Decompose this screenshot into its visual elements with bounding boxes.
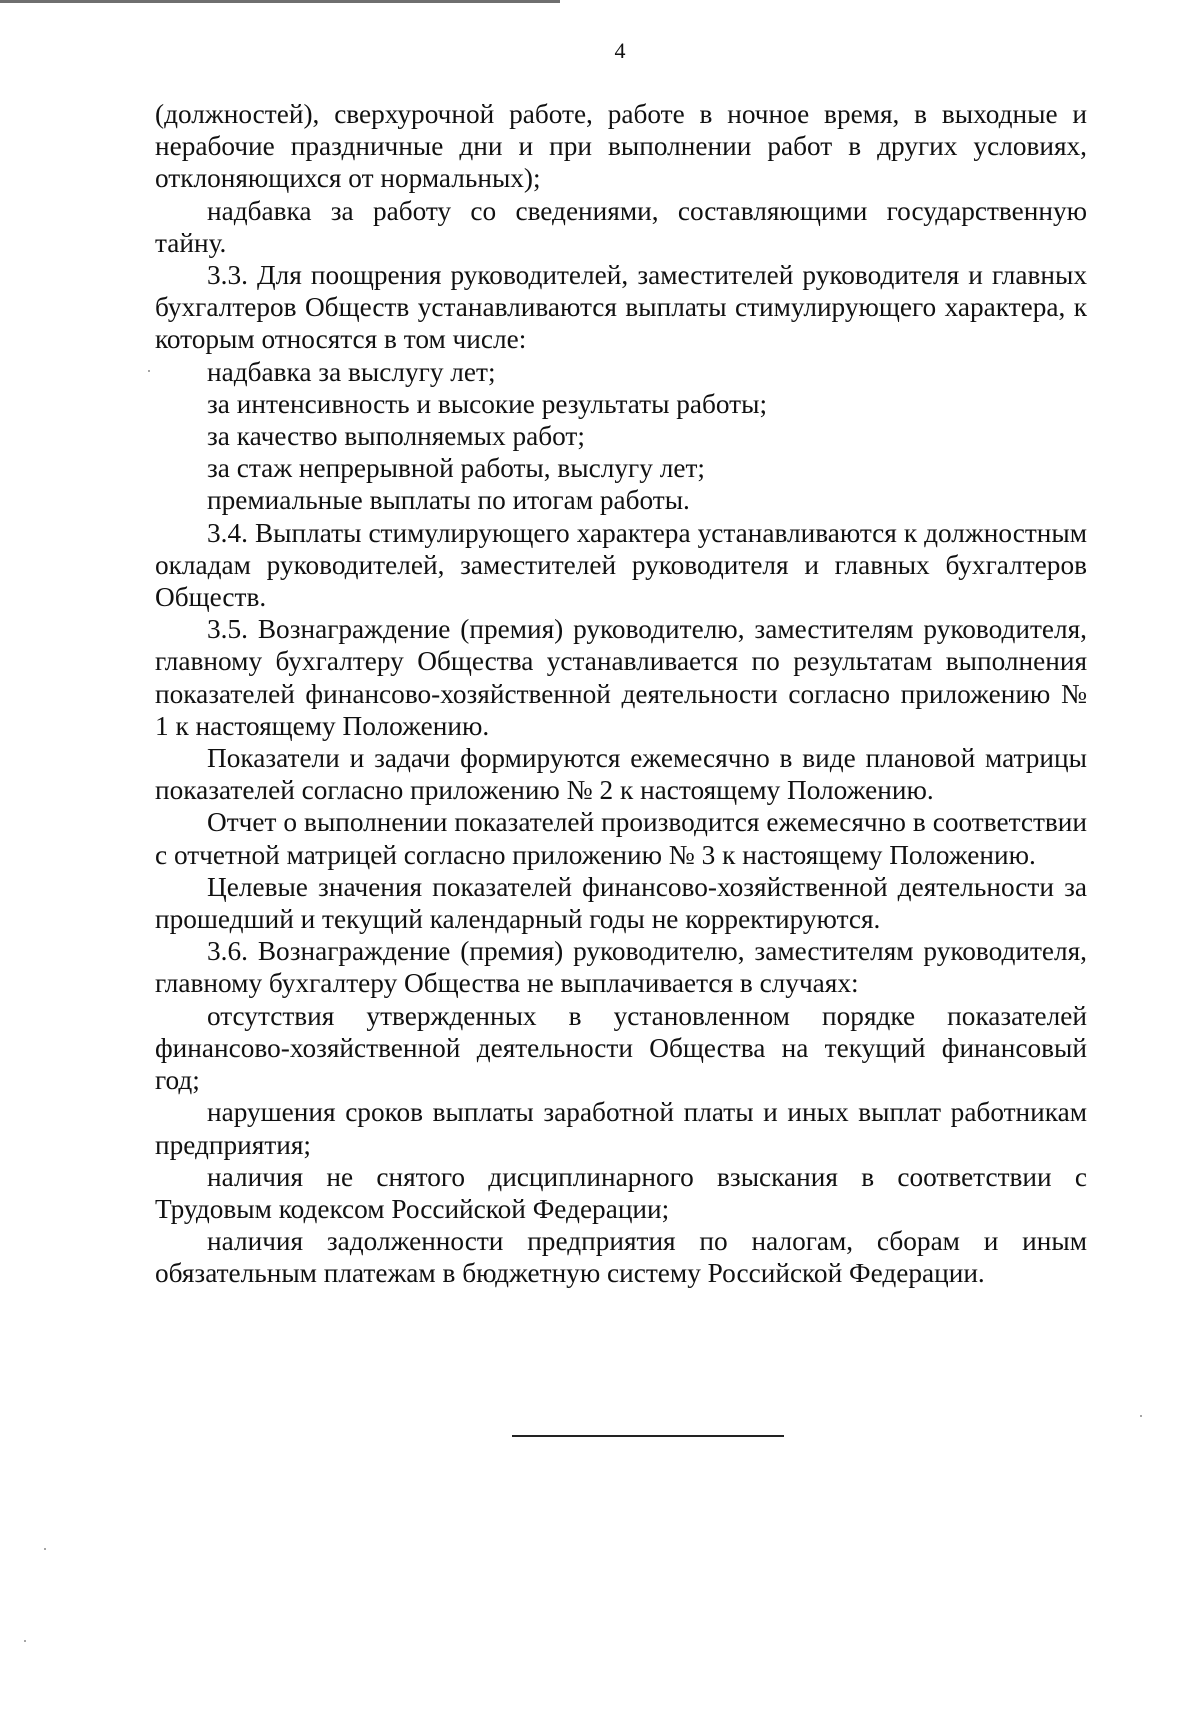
paragraph-planned-matrix: Показатели и задачи формируются ежемесячно в виде плановой матрицы показателей согласно приложению № 2 к настоящему Положению. [155, 743, 1087, 806]
list-item-bonus-payments: премиальные выплаты по итогам работы. [207, 485, 690, 516]
list-item-no-approved-indicators: отсутствия утвержденных в установленном порядке показателей финансово-хозяйственной деятельности Общества на текущий финансовый год; [155, 1000, 1087, 1096]
paragraph-report-matrix: Отчет о выполнении показателей производится ежемесячно в соответствии с отчетной матрицей согласно приложению № 3 к настоящему Положению. [155, 807, 1087, 870]
scan-edge-line [0, 0, 560, 3]
paragraph-position-categories-continued: (должностей), сверхурочной работе, работе в ночное время, в выходные и нерабочие праздничные дни и при выполнении работ в других условиях, отклоняющихся от нормальных); [155, 99, 1087, 194]
list-item-salary-delay: нарушения сроков выплаты заработной платы и иных выплат работникам предприятия; [155, 1097, 1087, 1160]
list-item-disciplinary-penalty: наличия не снятого дисциплинарного взыскания в соответствии с Трудовым кодексом Российской Федерации; [155, 1161, 1087, 1224]
paragraph-target-values: Целевые значения показателей финансово-хозяйственной деятельности за прошедший и текущий календарный годы не корректируются. [155, 871, 1087, 935]
paragraph-clause-3-3: 3.3. Для поощрения руководителей, заместителей руководителя и главных бухгалтеров Обществ устанавливаются выплаты стимулирующего характера, к которым относятся в том числе: [155, 260, 1087, 355]
list-item-seniority-allowance: надбавка за выслугу лет; [207, 356, 496, 387]
closing-divider [512, 1435, 784, 1437]
list-item-intensity-results: за интенсивность и высокие результаты работы; [207, 388, 768, 419]
scan-speck [1140, 1415, 1142, 1417]
scan-speck [44, 1548, 46, 1550]
document-body [155, 98, 1087, 1290]
list-item-work-quality: за качество выполняемых работ; [207, 421, 585, 452]
paragraph-state-secret-allowance: надбавка за работу со сведениями, составляющими государственную тайну. [155, 195, 1087, 258]
scan-speck [148, 370, 150, 372]
page-number: 4 [614, 38, 626, 63]
paragraph-clause-3-5: 3.5. Вознаграждение (премия) руководителю, заместителям руководителя, главному бухгалтеру Общества устанавливается по результатам выполнения показателей финансово-хозяйственной деятельности согласно приложению № 1 к настоящему Положению. [155, 614, 1087, 741]
list-item-tax-debt: наличия задолженности предприятия по налогам, сборам и иным обязательным платежам в бюджетную систему Российской Федерации. [155, 1226, 1087, 1289]
list-item-continuous-service: за стаж непрерывной работы, выслугу лет; [207, 453, 705, 484]
paragraph-clause-3-4: 3.4. Выплаты стимулирующего характера устанавливаются к должностным окладам руководителей, заместителей руководителя и главных бухгалтеров Обществ. [155, 517, 1087, 613]
scan-speck [24, 1640, 26, 1642]
paragraph-clause-3-6: 3.6. Вознаграждение (премия) руководителю, заместителям руководителя, главному бухгалтеру Общества не выплачивается в случаях: [155, 936, 1087, 999]
